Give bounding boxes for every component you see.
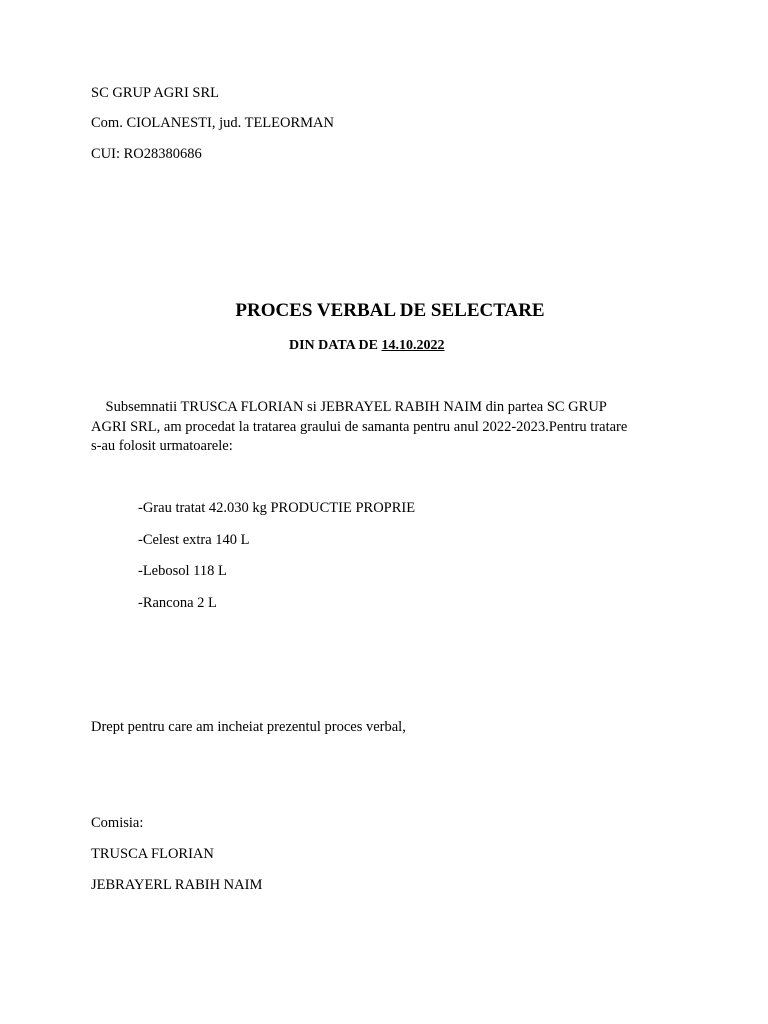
body-line: s-au folosit urmatoarele: <box>91 438 233 454</box>
date-value: 14.10.2022 <box>381 338 445 353</box>
company-name: SC GRUP AGRI SRL <box>91 85 219 101</box>
list-item: -Rancona 2 L <box>138 595 217 611</box>
commission-member: JEBRAYERL RABIH NAIM <box>91 877 263 893</box>
company-cui: CUI: RO28380686 <box>91 146 202 162</box>
list-item: -Lebosol 118 L <box>138 563 227 579</box>
body-paragraph <box>91 398 701 457</box>
commission-member: TRUSCA FLORIAN <box>91 846 214 862</box>
company-address: Com. CIOLANESTI, jud. TELEORMAN <box>91 115 335 131</box>
closing-statement: Drept pentru care am incheiat prezentul proces verbal, <box>91 719 406 735</box>
commission-label: Comisia: <box>91 815 144 831</box>
date-label: DIN DATA DE <box>289 338 382 353</box>
body-line: Subsemnatii TRUSCA FLORIAN si JEBRAYEL RABIH NAIM din partea SC GRUP <box>91 399 607 415</box>
document-title: PROCES VERBAL DE SELECTARE <box>235 300 545 321</box>
body-line: AGRI SRL, am procedat la tratarea graului de samanta pentru anul 2022-2023.Pentru tratare <box>91 418 628 435</box>
list-item: -Celest extra 140 L <box>138 532 250 548</box>
date-line <box>289 337 444 354</box>
list-item: -Grau tratat 42.030 kg PRODUCTIE PROPRIE <box>138 500 416 516</box>
